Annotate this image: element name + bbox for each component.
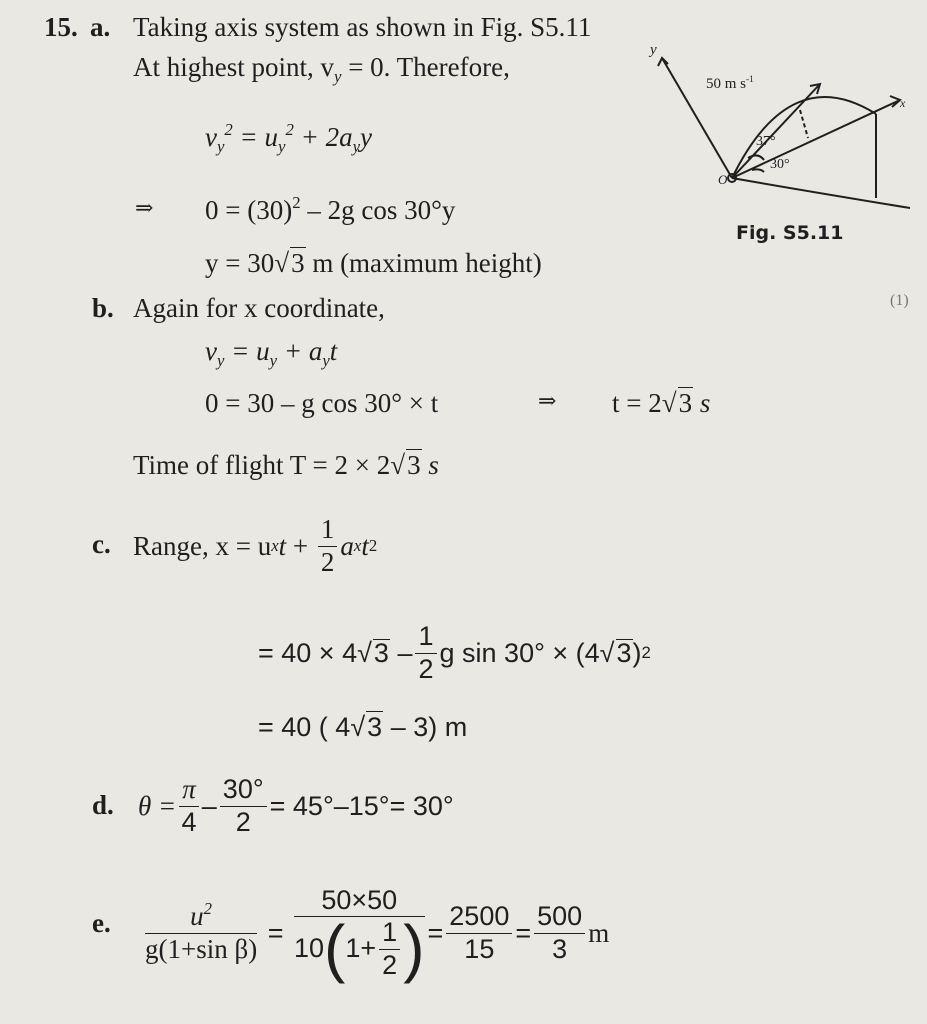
part-e-label: e. (92, 908, 111, 938)
equation-a3: y = 30√3 m (maximum height) (205, 248, 542, 278)
question-number: 15. (44, 12, 78, 42)
y-axis-label: y (650, 42, 657, 58)
margin-mark: (1) (890, 292, 909, 309)
part-b-label: b. (92, 293, 114, 323)
figure-caption: Fig. S5.11 (736, 222, 844, 244)
range-step2: = 40 × 4 √ 3 – $\frac{1}{2}$ g sin 30° × (4 √ 3 ) 2 (258, 621, 651, 684)
origin-label: O (718, 172, 728, 187)
equation-b2-result: t = 2√3 s (612, 388, 711, 418)
time-of-flight: Time of flight T = 2 × 2√3 s (133, 450, 439, 480)
part-a-line1: Taking axis system as shown in Fig. S5.11 (133, 12, 592, 42)
part-a-label: a. (90, 12, 111, 42)
implies-arrow: ⇒ (135, 195, 154, 220)
x-axis-label: x (900, 96, 906, 110)
e-equation: $\frac{u^2}{\text{g(1+sin β)}}$ = 50×50 10 ( 1+ $\frac{1}{2}$ ) = $\frac{2500}{15}$ = $\frac{500}{3}$ m (145, 885, 610, 985)
part-b-line1: Again for x coordinate, (133, 293, 385, 323)
angle-37-label: 37° (756, 134, 776, 149)
speed-label: 50 m $s^{-1}$ (706, 74, 754, 92)
theta-equation: θ = $\frac{\pi}{4}$ – $\frac{30^\circ}{2}$ = 45°–15°= 30° (138, 774, 454, 837)
implies-arrow-b: ⇒ (538, 388, 557, 413)
trajectory-curve (732, 97, 876, 178)
axis-figure (640, 40, 910, 220)
angle-30-label: 30° (770, 157, 790, 172)
equation-b1: $v_y = u_y + a_yt$ (205, 336, 338, 370)
part-d-label: d. (92, 790, 114, 820)
equation-b2: 0 = 30 – g cos 30° × t (205, 388, 439, 418)
range-equation: Range, x = u x t + $\frac{1}{2}$ a x t 2 (133, 514, 378, 577)
equation-a2: $0 = (30)^2 - 2g$ cos 30°y (205, 193, 456, 225)
part-a-line2: At highest point, $v_y = 0$. Therefore, (133, 52, 510, 86)
part-c-label: c. (92, 529, 111, 559)
equation-a1: $v_y^2 = u_y^2 + 2a_yy$ (205, 120, 372, 156)
range-step3: = 40 ( 4√3 – 3) m (258, 712, 468, 742)
